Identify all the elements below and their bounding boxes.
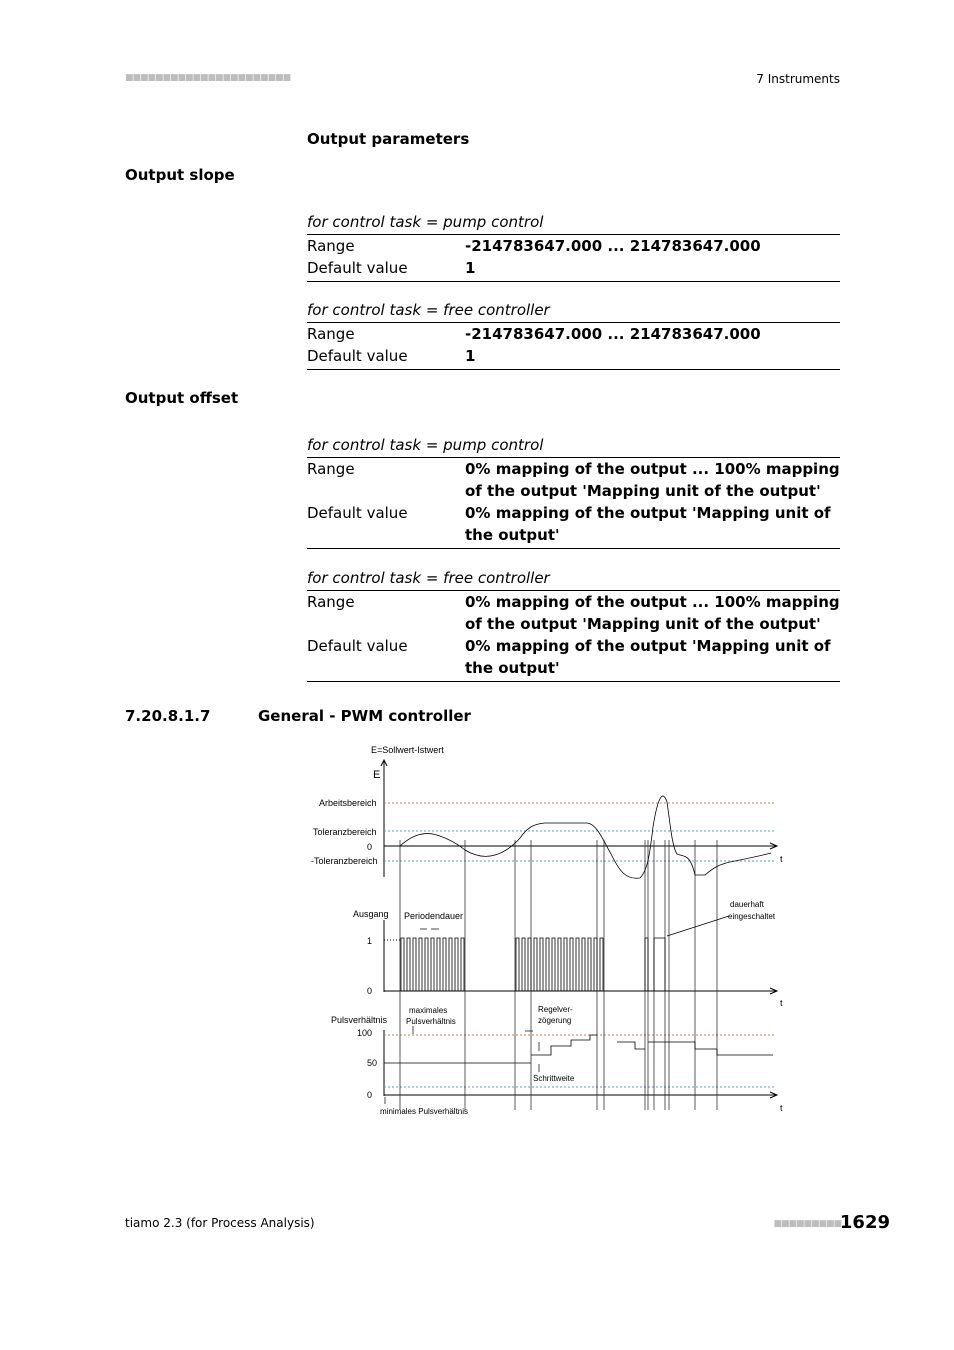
pwm-pulses-group-1 [401, 938, 464, 991]
zero-label-mid: 0 [367, 986, 373, 996]
minimales-label: minimales Pulsverhältnis [380, 1107, 469, 1116]
maximales-line2: Pulsverhältnis [406, 1017, 456, 1026]
range-row [307, 591, 840, 635]
default-value: 1 [465, 259, 476, 277]
slope-free-table [307, 299, 840, 370]
condition-label: for control task = free controller [307, 567, 840, 591]
pwm-pulses-group-2 [516, 938, 603, 991]
default-label: Default value [307, 637, 408, 655]
range-row [307, 458, 840, 502]
footer-product: tiamo 2.3 (for Process Analysis) [125, 1216, 315, 1230]
default-value: 0% mapping of the output 'Mapping unit of the output' [465, 637, 831, 677]
offset-pump-table [307, 434, 840, 549]
range-value: -214783647.000 ... 214783647.000 [465, 325, 761, 343]
pulsverhaeltnis-label: Pulsverhältnis [331, 1015, 388, 1025]
one-label: 1 [367, 936, 373, 946]
default-row [307, 257, 840, 279]
default-label: Default value [307, 259, 408, 277]
output-slope-title: Output slope [125, 166, 235, 184]
page-number: 1629 [839, 1212, 890, 1233]
offset-free-table [307, 567, 840, 682]
range-label: Range [307, 460, 355, 478]
output-parameters-heading: Output parameters [307, 130, 470, 148]
dauerhaft-line2: eingeschaltet [728, 912, 776, 921]
error-curve [384, 796, 771, 878]
slope-pump-table [307, 211, 840, 282]
range-row [307, 323, 840, 345]
range-label: Range [307, 593, 355, 611]
default-value: 1 [465, 347, 476, 365]
range-label: Range [307, 237, 355, 255]
default-row [307, 502, 840, 546]
t-axis-label-top: t [780, 854, 783, 864]
section-heading [125, 707, 471, 725]
toleranz-lower-label: -Toleranzbereich [311, 856, 378, 866]
header-decoration: ■■■■■■■■■■■■■■■■■■■■■■ [125, 73, 291, 83]
condition-label: for control task = pump control [307, 211, 840, 235]
zero-label-bottom: 0 [367, 1090, 373, 1100]
dauerhaft-pointer [667, 916, 729, 936]
zero-label-top: 0 [367, 842, 373, 852]
t-axis-label-mid: t [780, 998, 783, 1008]
hundred-label: 100 [357, 1028, 373, 1038]
regler-line1: Regelver- [538, 1005, 573, 1014]
fifty-label: 50 [367, 1058, 378, 1068]
footer-decoration: ■■■■■■■■■ [773, 1219, 841, 1229]
e-axis-label: E [373, 769, 381, 781]
e-title-label: E=Sollwert-Istwert [371, 745, 444, 755]
range-label: Range [307, 325, 355, 343]
condition-label: for control task = pump control [307, 434, 840, 458]
output-offset-title: Output offset [125, 389, 239, 407]
default-label: Default value [307, 504, 408, 522]
section-number: 7.20.8.1.7 [125, 707, 211, 725]
default-value: 0% mapping of the output 'Mapping unit of the output' [465, 504, 831, 544]
regler-line2: zögerung [538, 1016, 572, 1025]
range-row [307, 235, 840, 257]
header-chapter: 7 Instruments [756, 72, 840, 86]
schrittweite-label: Schrittweite [533, 1074, 575, 1083]
default-label: Default value [307, 347, 408, 365]
maximales-line1: maximales [409, 1006, 448, 1015]
dauerhaft-line1: dauerhaft [730, 900, 764, 909]
ausgang-label: Ausgang [353, 909, 389, 919]
condition-label: for control task = free controller [307, 299, 840, 323]
arbeitsbereich-label: Arbeitsbereich [319, 798, 377, 808]
range-value: 0% mapping of the output ... 100% mapping of the output 'Mapping unit of the output' [465, 593, 840, 633]
default-row [307, 345, 840, 367]
section-title: General - PWM controller [258, 707, 471, 725]
range-value: -214783647.000 ... 214783647.000 [465, 237, 761, 255]
t-axis-label-bottom: t [780, 1103, 783, 1113]
toleranz-upper-label: Toleranzbereich [313, 827, 377, 837]
pulse-ratio-curve [531, 1035, 773, 1055]
pwm-diagram [305, 742, 795, 1122]
default-row [307, 635, 840, 679]
pwm-continuous-on [645, 938, 665, 991]
periodendauer-label: Periodendauer [404, 911, 464, 921]
range-value: 0% mapping of the output ... 100% mapping of the output 'Mapping unit of the output' [465, 460, 840, 500]
